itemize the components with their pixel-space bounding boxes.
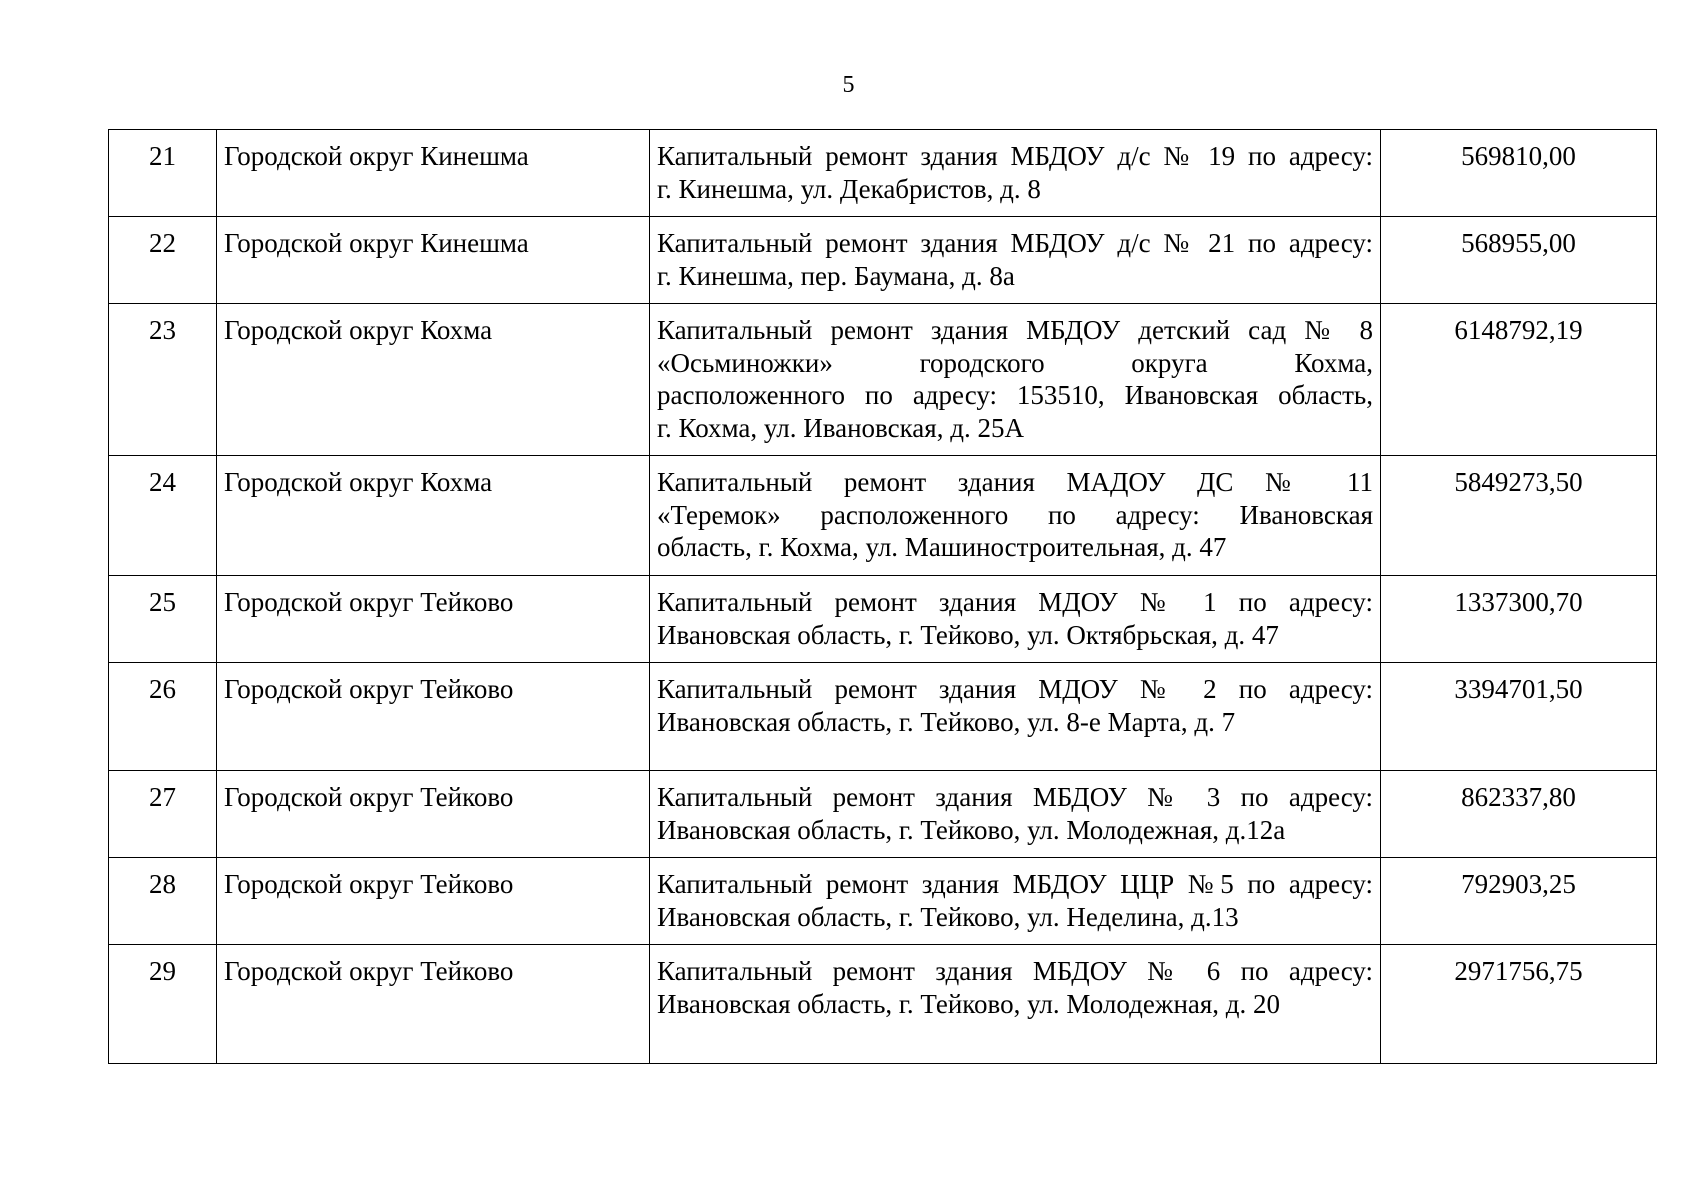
district-cell: Городской округ Кинешма [217, 217, 650, 304]
amount-cell: 2971756,75 [1381, 945, 1657, 1064]
object-line: г. Кинешма, ул. Декабристов, д. 8 [657, 173, 1041, 204]
object-line: Капитальный ремонт здания МДОУ № 1 по адресу: [657, 587, 1373, 617]
object-line: Ивановская область, г. Тейково, ул. Неделина, д.13 [657, 901, 1239, 932]
district-cell: Городской округ Кохма [217, 304, 650, 456]
table-row [109, 771, 1657, 858]
object-line: Капитальный ремонт здания МБДОУ № 3 по адресу: [657, 782, 1373, 812]
object-description-cell [650, 304, 1381, 456]
amount-cell: 5849273,50 [1381, 456, 1657, 576]
object-line: Капитальный ремонт здания МБДОУ детский сад № 8 [657, 315, 1373, 345]
object-line: г. Кинешма, пер. Баумана, д. 8а [657, 260, 1015, 291]
amount-cell: 6148792,19 [1381, 304, 1657, 456]
object-line: расположенного по адресу: 153510, Ивановская область, [657, 380, 1373, 410]
object-description-cell [650, 130, 1381, 217]
amount-cell: 569810,00 [1381, 130, 1657, 217]
object-description-cell [650, 576, 1381, 663]
row-number-cell: 29 [109, 945, 217, 1064]
table-row [109, 217, 1657, 304]
object-description-cell [650, 945, 1381, 1064]
object-description-cell [650, 456, 1381, 576]
amount-cell: 862337,80 [1381, 771, 1657, 858]
row-number-cell: 27 [109, 771, 217, 858]
district-cell: Городской округ Тейково [217, 858, 650, 945]
table-row [109, 456, 1657, 576]
row-number-cell: 21 [109, 130, 217, 217]
row-number-cell: 22 [109, 217, 217, 304]
amount-cell: 3394701,50 [1381, 663, 1657, 771]
object-line: Ивановская область, г. Тейково, ул. Молодежная, д.12а [657, 814, 1286, 845]
district-cell: Городской округ Тейково [217, 663, 650, 771]
district-cell: Городской округ Тейково [217, 945, 650, 1064]
object-line: область, г. Кохма, ул. Машиностроительная, д. 47 [657, 532, 1227, 562]
table-row [109, 945, 1657, 1064]
object-line: Капитальный ремонт здания МБДОУ д/с № 19 по адресу: [657, 141, 1373, 171]
object-line: Капитальный ремонт здания МДОУ № 2 по адресу: [657, 674, 1373, 704]
object-description-cell [650, 217, 1381, 304]
object-line: Капитальный ремонт здания МБДОУ д/с № 21 по адресу: [657, 228, 1373, 258]
district-cell: Городской округ Кохма [217, 456, 650, 576]
row-number-cell: 25 [109, 576, 217, 663]
object-line: Ивановская область, г. Тейково, ул. Октябрьская, д. 47 [657, 619, 1279, 650]
object-description-cell [650, 858, 1381, 945]
object-description-cell [650, 663, 1381, 771]
district-cell: Городской округ Тейково [217, 771, 650, 858]
page-number: 5 [842, 72, 855, 98]
table-row [109, 576, 1657, 663]
row-number-cell: 24 [109, 456, 217, 576]
table-row [109, 130, 1657, 217]
object-line: Ивановская область, г. Тейково, ул. 8-е Марта, д. 7 [657, 706, 1236, 737]
object-line: г. Кохма, ул. Ивановская, д. 25А [657, 412, 1024, 443]
row-number-cell: 23 [109, 304, 217, 456]
amount-cell: 568955,00 [1381, 217, 1657, 304]
object-line: Капитальный ремонт здания МАДОУ ДС № 11 [657, 467, 1373, 497]
amount-cell: 792903,25 [1381, 858, 1657, 945]
object-line: Капитальный ремонт здания МБДОУ № 6 по адресу: [657, 956, 1373, 986]
table-row [109, 304, 1657, 456]
allocation-table [108, 129, 1657, 1064]
object-line: Ивановская область, г. Тейково, ул. Молодежная, д. 20 [657, 988, 1281, 1019]
object-line: Капитальный ремонт здания МБДОУ ЦЦР №5 по адресу: [657, 869, 1373, 899]
object-line: «Теремок» расположенного по адресу: Ивановская [657, 499, 1373, 530]
district-cell: Городской округ Кинешма [217, 130, 650, 217]
object-line: «Осьминожки» городского округа Кохма, [657, 347, 1373, 378]
table-row [109, 858, 1657, 945]
amount-cell: 1337300,70 [1381, 576, 1657, 663]
district-cell: Городской округ Тейково [217, 576, 650, 663]
row-number-cell: 28 [109, 858, 217, 945]
row-number-cell: 26 [109, 663, 217, 771]
table-row [109, 663, 1657, 771]
object-description-cell [650, 771, 1381, 858]
